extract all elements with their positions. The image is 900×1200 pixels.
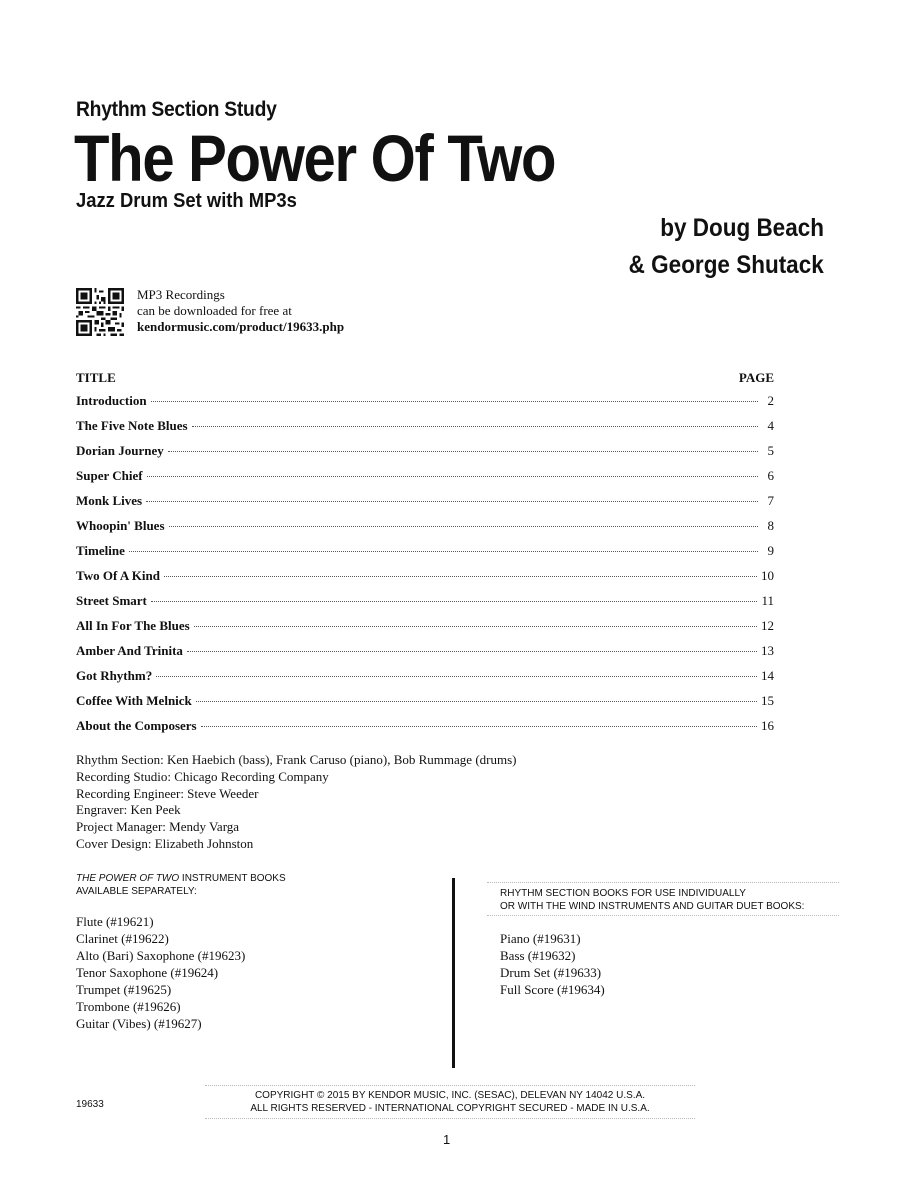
credit-line: Engraver: Ken Peek xyxy=(76,802,181,818)
toc-leader xyxy=(146,501,758,502)
credit-line: Recording Engineer: Steve Weeder xyxy=(76,785,259,801)
author-line-2: & George Shutack xyxy=(628,251,824,279)
qr-code[interactable] xyxy=(76,288,124,336)
toc-entry-page: 2 xyxy=(767,393,774,408)
page-number: 1 xyxy=(443,1132,451,1147)
toc-entry xyxy=(76,493,774,518)
toc-entry-page: 8 xyxy=(767,518,774,533)
rhythm-books-heading xyxy=(500,887,804,913)
toc-entry xyxy=(76,568,774,593)
toc-entry xyxy=(76,718,774,743)
toc-title-header: TITLE xyxy=(76,370,116,385)
toc-leader xyxy=(156,676,757,677)
list-item: Trombone (#19626) xyxy=(76,999,181,1014)
toc-leader xyxy=(201,726,757,727)
toc-entry xyxy=(76,593,774,618)
list-item: Flute (#19621) xyxy=(76,914,154,929)
toc-entry-title: The Five Note Blues xyxy=(76,418,188,433)
toc-entry-page: 11 xyxy=(761,593,774,608)
toc-entry-title: About the Composers xyxy=(76,718,197,733)
toc-leader xyxy=(192,426,758,427)
list-item: Clarinet (#19622) xyxy=(76,931,169,946)
toc-entry-title: Introduction xyxy=(76,393,147,408)
list-item: Alto (Bari) Saxophone (#19623) xyxy=(76,948,246,963)
book-title: The Power Of Two xyxy=(74,121,556,195)
list-item: Full Score (#19634) xyxy=(500,982,605,997)
toc-leader xyxy=(169,526,758,527)
toc-leader xyxy=(168,451,758,452)
toc-entry-title: All In For The Blues xyxy=(76,618,190,633)
toc-entry-page: 5 xyxy=(767,443,774,458)
toc-leader xyxy=(194,626,757,627)
copyright-line-2: ALL RIGHTS RESERVED - INTERNATIONAL COPYRIGHT SECURED - MADE IN U.S.A. xyxy=(250,1103,650,1114)
toc-entry-title: Dorian Journey xyxy=(76,443,164,458)
toc-entry-title: Coffee With Melnick xyxy=(76,693,192,708)
copyright-line-1: COPYRIGHT © 2015 BY KENDOR MUSIC, INC. (SESAC), DELEVAN NY 14042 U.S.A. xyxy=(254,1090,646,1101)
toc-leader xyxy=(164,576,757,577)
catalog-number: 19633 xyxy=(76,1099,104,1110)
toc-entry xyxy=(76,393,774,418)
instrument-books-heading-line2: AVAILABLE SEPARATELY: xyxy=(76,886,197,897)
toc-entry xyxy=(76,443,774,468)
toc-entry-title: Two Of A Kind xyxy=(76,568,160,583)
toc-leader xyxy=(187,651,757,652)
toc-entry-title: Street Smart xyxy=(76,593,147,608)
toc-entry-page: 14 xyxy=(761,668,774,683)
list-item: Trumpet (#19625) xyxy=(76,982,172,997)
vertical-divider xyxy=(452,878,455,1068)
toc-leader xyxy=(147,476,758,477)
rhythm-books-list xyxy=(500,930,605,998)
list-item: Drum Set (#19633) xyxy=(500,965,602,980)
toc-leader xyxy=(196,701,757,702)
mp3-info xyxy=(137,287,344,335)
series-label: Rhythm Section Study xyxy=(76,98,277,121)
toc-entry-title: Monk Lives xyxy=(76,493,143,508)
toc-entry xyxy=(76,468,774,493)
toc-entry-page: 10 xyxy=(761,568,774,583)
author-line-1: by Doug Beach xyxy=(660,214,824,242)
instrument-books-heading xyxy=(76,872,286,898)
toc-leader xyxy=(129,551,758,552)
toc-entry-page: 12 xyxy=(761,618,774,633)
mp3-download-link[interactable]: kendormusic.com/product/19633.php xyxy=(137,319,345,334)
toc-page-header: PAGE xyxy=(738,370,774,385)
toc-entry-title: Super Chief xyxy=(76,468,143,483)
copyright-notice xyxy=(205,1085,695,1119)
credit-line: Recording Studio: Chicago Recording Company xyxy=(76,768,329,784)
toc-entry-page: 16 xyxy=(761,718,774,733)
toc-entry-title: Got Rhythm? xyxy=(76,668,153,683)
toc-entry xyxy=(76,543,774,568)
toc-entry-page: 13 xyxy=(761,643,774,658)
toc-entry xyxy=(76,518,774,543)
credit-line: Project Manager: Mendy Varga xyxy=(76,819,240,835)
mp3-line-2: can be downloaded for free at xyxy=(137,303,292,318)
mp3-line-1: MP3 Recordings xyxy=(137,287,225,302)
instrument-books-heading-italic: THE POWER OF TWO xyxy=(76,873,180,884)
toc-entry xyxy=(76,618,774,643)
credits xyxy=(76,752,516,853)
rhythm-books-heading-line1: RHYTHM SECTION BOOKS FOR USE INDIVIDUALLY xyxy=(500,888,746,899)
toc-entry-page: 9 xyxy=(767,543,774,558)
toc-entry xyxy=(76,643,774,668)
toc-entry xyxy=(76,668,774,693)
toc-entry-title: Timeline xyxy=(76,543,125,558)
toc-entry-title: Whoopin' Blues xyxy=(76,518,165,533)
toc-entry-page: 6 xyxy=(767,468,774,483)
toc-leader xyxy=(151,601,758,602)
credit-line: Cover Design: Elizabeth Johnston xyxy=(76,835,254,851)
toc-entry-page: 4 xyxy=(767,418,774,433)
rhythm-books-heading-line2: OR WITH THE WIND INSTRUMENTS AND GUITAR DUET BOOKS: xyxy=(500,901,805,912)
toc-entry xyxy=(76,693,774,718)
list-item: Bass (#19632) xyxy=(500,948,576,963)
list-item: Tenor Saxophone (#19624) xyxy=(76,965,219,980)
book-subtitle: Jazz Drum Set with MP3s xyxy=(76,190,297,212)
instrument-books-heading-rest: INSTRUMENT BOOKS xyxy=(179,873,286,884)
toc-entry-page: 15 xyxy=(761,693,774,708)
list-item: Guitar (Vibes) (#19627) xyxy=(76,1016,202,1031)
list-item: Piano (#19631) xyxy=(500,931,581,946)
table-of-contents xyxy=(76,393,774,743)
credit-line: Rhythm Section: Ken Haebich (bass), Frank Caruso (piano), Bob Rummage (drums) xyxy=(76,752,517,767)
toc-entry-page: 7 xyxy=(767,493,774,508)
toc-leader xyxy=(151,401,758,402)
toc-entry xyxy=(76,418,774,443)
toc-entry-title: Amber And Trinita xyxy=(76,643,183,658)
instrument-books-list xyxy=(76,913,245,1032)
